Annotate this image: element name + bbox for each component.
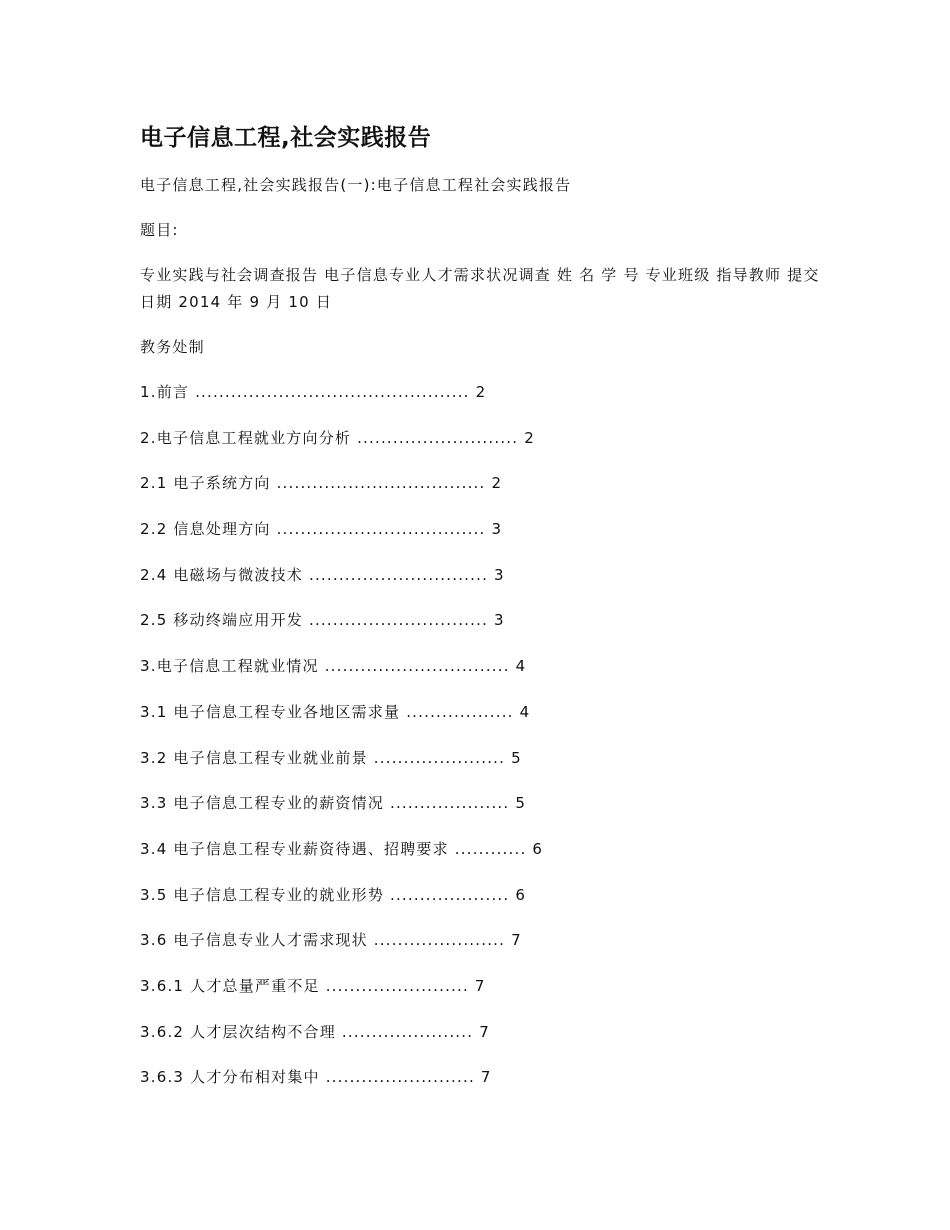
- document-subtitle: 电子信息工程,社会实践报告(一):电子信息工程社会实践报告: [140, 176, 572, 194]
- toc-item-page: 6: [515, 885, 527, 904]
- table-of-contents: [140, 379, 820, 1091]
- toc-item-dots: ......................: [373, 748, 506, 767]
- toc-item-page: 2: [491, 474, 503, 493]
- toc-item-dots: ...........................: [357, 428, 519, 447]
- toc-item-label: 3.电子信息工程就业情况: [140, 657, 319, 676]
- toc-item[interactable]: [140, 425, 820, 452]
- toc-item-page: 7: [480, 1068, 492, 1087]
- toc-item-label: 3.2 电子信息工程专业就业前景: [140, 748, 368, 767]
- toc-item-dots: ...................................: [276, 520, 486, 539]
- toc-item-page: 7: [474, 976, 486, 995]
- toc-item-page: 2: [524, 428, 535, 447]
- toc-item[interactable]: [140, 836, 820, 863]
- toc-item-label: 3.4 电子信息工程专业薪资待遇、招聘要求: [140, 839, 449, 858]
- document-title: 电子信息工程,社会实践报告: [140, 125, 432, 151]
- toc-item[interactable]: [140, 1019, 820, 1046]
- toc-item-dots: ....................: [390, 794, 510, 813]
- cover-info: 专业实践与社会调查报告 电子信息专业人才需求状况调查 姓 名 学 号 专业班级 指导教师 提交日期 2014 年 9 月 10 日: [140, 266, 820, 311]
- toc-item-dots: ........................: [325, 976, 469, 995]
- toc-item-page: 3: [491, 520, 503, 539]
- toc-item-label: 2.电子信息工程就业方向分析: [140, 428, 352, 447]
- toc-item[interactable]: [140, 973, 820, 1000]
- toc-item[interactable]: [140, 607, 820, 634]
- toc-item-page: 4: [515, 657, 527, 676]
- toc-item[interactable]: [140, 470, 820, 497]
- toc-item-dots: ...................................: [276, 474, 486, 493]
- toc-item-label: 3.6 电子信息专业人才需求现状: [140, 931, 368, 950]
- toc-item-label: 2.4 电磁场与微波技术: [140, 565, 304, 584]
- toc-item-page: 5: [515, 794, 527, 813]
- toc-item-label: 3.1 电子信息工程专业各地区需求量: [140, 702, 401, 721]
- toc-item-page: 5: [511, 748, 522, 767]
- toc-item[interactable]: [140, 927, 820, 954]
- toc-item[interactable]: [140, 562, 820, 589]
- toc-item-dots: ..............................................: [195, 383, 470, 401]
- toc-item-dots: ....................: [390, 885, 510, 904]
- toc-item-page: 4: [519, 702, 531, 721]
- toc-item-page: 3: [494, 611, 505, 630]
- topic-label: 题目:: [140, 221, 179, 239]
- toc-item-label: 3.6.1 人才总量严重不足: [140, 976, 320, 995]
- toc-item[interactable]: [140, 379, 820, 406]
- toc-item-label: 1.前言: [140, 383, 190, 401]
- toc-item-dots: ..............................: [309, 565, 489, 584]
- toc-item-label: 3.6.3 人才分布相对集中: [140, 1068, 320, 1087]
- toc-item[interactable]: [140, 745, 820, 772]
- toc-item-dots: ..................: [406, 702, 514, 721]
- toc-item[interactable]: [140, 882, 820, 909]
- toc-item-dots: .........................: [325, 1068, 475, 1087]
- toc-item[interactable]: [140, 1064, 820, 1091]
- toc-item-label: 3.5 电子信息工程专业的就业形势: [140, 885, 385, 904]
- toc-item-label: 2.1 电子系统方向: [140, 474, 271, 493]
- toc-item-page: 7: [479, 1022, 490, 1041]
- toc-item-dots: ............: [454, 839, 527, 858]
- document-page: [140, 118, 820, 1110]
- toc-item-label: 2.5 移动终端应用开发: [140, 611, 304, 630]
- toc-item-label: 2.2 信息处理方向: [140, 520, 271, 539]
- toc-item[interactable]: [140, 790, 820, 817]
- toc-item-page: 7: [511, 931, 522, 950]
- toc-item-page: 2: [475, 383, 487, 401]
- toc-item-label: 3.6.2 人才层次结构不合理: [140, 1022, 336, 1041]
- toc-item-page: 3: [494, 565, 505, 584]
- toc-item-dots: ......................: [341, 1022, 474, 1041]
- department-label: 教务处制: [140, 338, 205, 356]
- toc-item-label: 3.3 电子信息工程专业的薪资情况: [140, 794, 385, 813]
- toc-item[interactable]: [140, 699, 820, 726]
- toc-item[interactable]: [140, 653, 820, 680]
- toc-item-dots: ...............................: [324, 657, 510, 676]
- toc-item-dots: ..............................: [309, 611, 489, 630]
- toc-item-dots: ......................: [373, 931, 506, 950]
- toc-item-page: 6: [532, 839, 544, 858]
- toc-item[interactable]: [140, 516, 820, 543]
